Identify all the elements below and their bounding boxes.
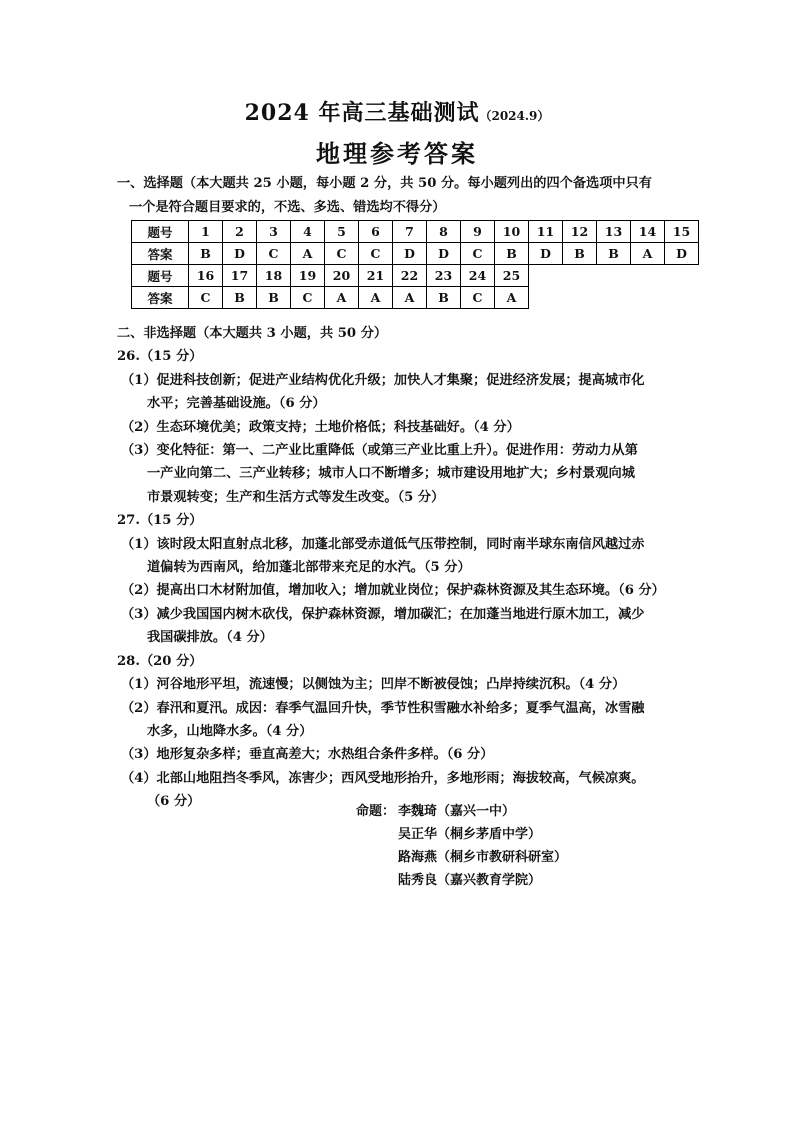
question-number: 18 <box>257 265 291 287</box>
answer-line: 道偏转为西南风，给加蓬北部带来充足的水汽。（5 分） <box>147 560 471 576</box>
answer-cell: B <box>597 243 631 265</box>
question-number: 4 <box>291 221 325 243</box>
question-number: 15 <box>665 221 699 243</box>
answer-cell: A <box>631 243 665 265</box>
table-row-numbers <box>132 221 699 243</box>
row-label-answer: 答案 <box>132 243 189 265</box>
answer-cell: D <box>665 243 699 265</box>
section1-heading <box>117 172 697 220</box>
question-number: 14 <box>631 221 665 243</box>
question-number: 1 <box>189 221 223 243</box>
page-subtitle: 地理参考答案 <box>316 139 478 168</box>
answer-cell: C <box>257 243 291 265</box>
answer-cell: B <box>495 243 529 265</box>
answer-cell: A <box>393 287 427 309</box>
question-number: 3 <box>257 221 291 243</box>
author-name: 吴正华（桐乡茅盾中学） <box>398 827 542 842</box>
answer-line: （2）生态环境优美；政策支持；土地价格低；科技基础好。（4 分） <box>121 419 520 435</box>
answer-cell: A <box>359 287 393 309</box>
question-number: 24 <box>461 265 495 287</box>
question-number: 17 <box>223 265 257 287</box>
answer-cell: B <box>189 243 223 265</box>
answer-line: 一产业向第二、三产业转移；城市人口不断增多；城市建设用地扩大；乡村景观向城 <box>147 466 635 482</box>
answer-line: （3）地形复杂多样；垂直高差大；水热组合条件多样。（6 分） <box>121 747 494 763</box>
answer-line: 水多，山地降水多。（4 分） <box>147 723 313 739</box>
question-number: 12 <box>563 221 597 243</box>
section2-heading: 二、非选择题（本大题共 3 小题，共 50 分） <box>117 326 388 341</box>
answer-line: （2）提高出口木材附加值，增加收入；增加就业岗位；保护森林资源及其生态环境。（6 分） <box>121 583 665 599</box>
answer-line: （2）春汛和夏汛。成因：春季气温回升快，季节性积雪融水补给多；夏季气温高，冰雪融 <box>121 700 645 716</box>
title-date: （2024.9） <box>479 109 550 123</box>
answer-cell: C <box>359 243 393 265</box>
question-number: 8 <box>427 221 461 243</box>
answer-cell: C <box>291 287 325 309</box>
answer-cell: D <box>393 243 427 265</box>
answer-cell: C <box>189 287 223 309</box>
answer-line: （6 分） <box>147 794 201 810</box>
answer-line: （3）变化特征：第一、二产业比重降低（或第三产业比重上升）。促进作用：劳动力从第 <box>121 443 638 459</box>
answer-line: （3）减少我国国内树木砍伐，保护森林资源，增加碳汇；在加蓬当地进行原木加工，减少 <box>121 606 645 622</box>
answer-line: 市景观转变；生产和生活方式等发生改变。（5 分） <box>147 489 445 505</box>
question-number: 21 <box>359 265 393 287</box>
answer-line: （4）北部山地阻挡冬季风，冻害少；西风受地形抬升，多地形雨；海拔较高，气候凉爽。 <box>121 770 645 786</box>
question-number: 22 <box>393 265 427 287</box>
row-label-answer: 答案 <box>132 287 189 309</box>
question-number: 9 <box>461 221 495 243</box>
author-name: 李魏琦（嘉兴一中） <box>398 804 516 819</box>
question-number: 13 <box>597 221 631 243</box>
author-name: 陆秀良（嘉兴教育学院） <box>398 873 542 888</box>
answer-cell: B <box>223 287 257 309</box>
answer-line: （1）该时段太阳直射点北移，加蓬北部受赤道低气压带控制，同时南半球东南信风越过赤 <box>121 536 645 552</box>
credits-label: 命题： <box>356 804 396 819</box>
question-number: 16 <box>189 265 223 287</box>
answer-cell: A <box>291 243 325 265</box>
question-number: 5 <box>325 221 359 243</box>
question-number: 10 <box>495 221 529 243</box>
question-number: 2 <box>223 221 257 243</box>
question-number: 19 <box>291 265 325 287</box>
answer-line: 我国碳排放。（4 分） <box>147 630 273 646</box>
section2 <box>117 322 702 814</box>
question-number: 25 <box>495 265 529 287</box>
question-number: 20 <box>325 265 359 287</box>
question-number: 23 <box>427 265 461 287</box>
answer-cell: B <box>427 287 461 309</box>
table-row-answers <box>132 243 699 265</box>
question-number: 6 <box>359 221 393 243</box>
question-28-heading: 28.（20 分） <box>117 653 203 669</box>
answer-cell: B <box>563 243 597 265</box>
answer-cell: B <box>257 287 291 309</box>
answer-cell: A <box>495 287 529 309</box>
answer-cell: C <box>461 243 495 265</box>
section1-heading-line1: 一、选择题（本大题共 25 小题，每小题 2 分，共 50 分。每小题列出的四个备选项中只有 <box>117 176 652 191</box>
question-number: 11 <box>529 221 563 243</box>
answer-cell: C <box>461 287 495 309</box>
answer-cell: A <box>325 287 359 309</box>
author-name: 路海燕（桐乡市教研科研室） <box>398 850 568 865</box>
table-row-numbers <box>132 265 529 287</box>
answer-table-2 <box>131 264 529 309</box>
title-text: 2024 年高三基础测试 <box>244 100 480 126</box>
answer-line: （1）河谷地形平坦，流速慢；以侧蚀为主；凹岸不断被侵蚀；凸岸持续沉积。（4 分） <box>121 677 626 693</box>
answer-cell: D <box>427 243 461 265</box>
answer-table-1 <box>131 220 699 265</box>
answer-cell: C <box>325 243 359 265</box>
answer-cell: D <box>223 243 257 265</box>
row-label-question: 题号 <box>132 265 189 287</box>
page-title <box>0 96 794 127</box>
question-26-heading: 26.（15 分） <box>117 349 203 365</box>
answer-cell: D <box>529 243 563 265</box>
answer-line: （1）促进科技创新；促进产业结构优化升级；加快人才集聚；促进经济发展；提高城市化 <box>121 372 645 388</box>
answer-line: 水平；完善基础设施。（6 分） <box>147 396 326 412</box>
table-row-answers <box>132 287 529 309</box>
section1-heading-line2: 一个是符合题目要求的，不选、多选、错选均不得分） <box>129 200 446 215</box>
question-27-heading: 27.（15 分） <box>117 513 203 529</box>
row-label-question: 题号 <box>132 221 189 243</box>
question-number: 7 <box>393 221 427 243</box>
credits <box>356 800 567 892</box>
